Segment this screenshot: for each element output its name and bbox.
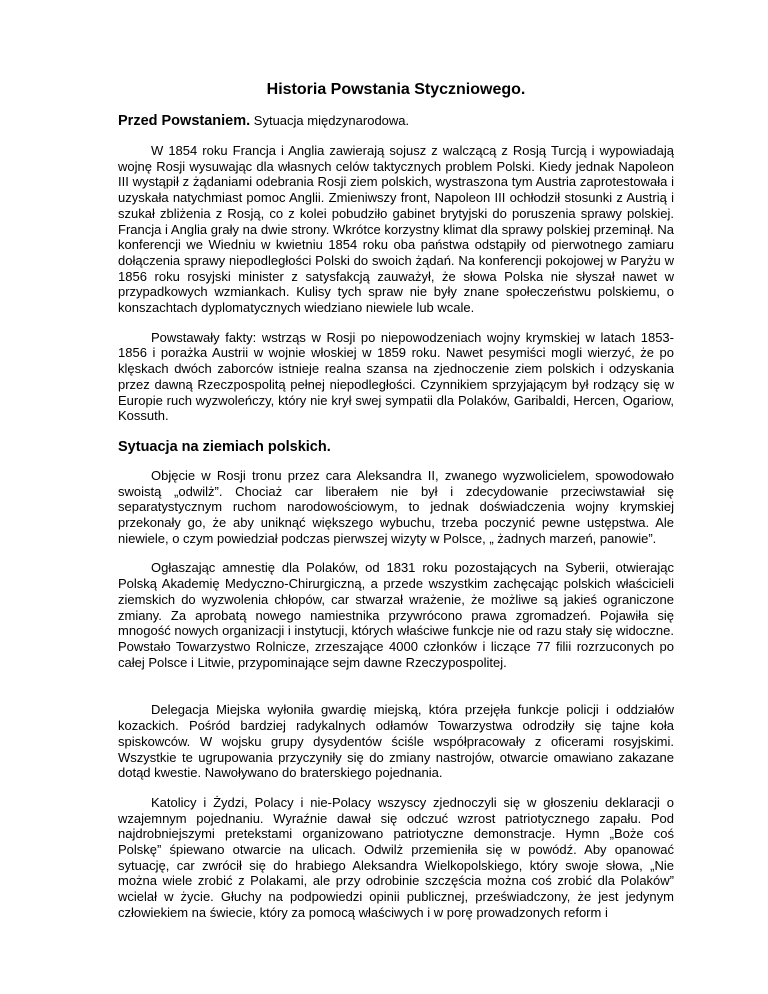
paragraph: W 1854 roku Francja i Anglia zawierają sojusz z walczącą z Rosją Turcją i wypowiadają wojnę Rosji wysuwając dla własnych celów taktycznych problem Polski. Kiedy jednak Napoleon III wystąpił z żądaniami odebrania Rosji ziem polskich, wystraszona tym Austria zaprotestowała i uzyskała natychmiast pomoc Anglii. Zmieniwszy front, Napoleon III ochłodził stosunki z Austrią i szukał zbliżenia z Rosją, co z kolei pobudziło gabinet brytyjski do poruszenia sprawy polskiej. Francja i Anglia grały na dwie strony. Wkrótce korzystny klimat dla sprawy polskiej przeminął. Na konferencji we Wiedniu w kwietniu 1854 roku oba państwa odstąpiły od pierwotnego zamiaru dołączenia sprawy niepodległości Polski do swoich żądań. Na konferencji pokojowej w Paryżu w 1856 roku rosyjski minister z satysfakcją zauważył, że słowa Polska nie słyszał nawet w przypadkowych wzmiankach. Kulisy tych spraw nie były znane społeczeństwu polskiemu, o konszachtach dyplomatycznych wiedziano niewiele lub wcale. — [118, 143, 674, 316]
document-page — [118, 80, 674, 935]
section-heading: Przed Powstaniem. — [118, 113, 251, 129]
paragraph: Katolicy i Żydzi, Polacy i nie-Polacy wszyscy zjednoczyli się w głoszeniu deklaracji o wzajemnym pojednaniu. Wyraźnie dawał się odczuć wzrost patriotycznego zapału. Pod najdrobniejszymi pretekstami organizowano patriotyczne demonstracje. Hymn „Boże coś Polskę” śpiewano otwarcie na ulicach. Odwilż przemieniła się w powódź. Aby opanować sytuację, car zwrócił się do hrabiego Aleksandra Wielkopolskiego, który swoje słowa, „Nie można wiele zrobić z Polakami, ale przy odrobinie szczęścia można coś zrobić dla Polaków” wcielał w życie. Głuchy na podpowiedzi opinii publicznej, przeświadczony, że jest jedynym człowiekiem na świecie, który za pomocą właściwych i w porę prowadzonych reform i — [118, 794, 674, 920]
section-heading-line — [118, 113, 674, 129]
paragraph: Objęcie w Rosji tronu przez cara Aleksandra II, zwanego wyzwolicielem, spowodowało swoistą „odwilż”. Chociaż car liberałem nie był i zdecydowanie przeciwstawiał się separatystycznym ruchom narodowościowym, to jednak doświadczenia wojny krymskiej przekonały go, że aby uniknąć większego wybuchu, trzeba poczynić pewne ustępstwa. Ale niewiele, o czym powiedział podczas pierwszej wizyty w Polsce, „ żadnych marzeń, panowie”. — [118, 467, 674, 546]
section-subheading: Sytuacja międzynarodowa. — [253, 113, 410, 128]
paragraph: Delegacja Miejska wyłoniła gwardię miejską, która przejęła funkcje policji i oddziałów kozackich. Pośród bardziej radykalnych odłamów Towarzystwa odrodziły się tajne koła spiskowców. W wojsku grupy dysydentów ściśle współpracowały z oficerami rosyjskimi. Wszystkie te ugrupowania przyczyniły się do zmiany nastrojów, otwarcie omawiano zakazane dotąd kwestie. Nawoływano do braterskiego pojednania. — [118, 702, 674, 781]
section-heading-2: Sytuacja na ziemiach polskich. — [118, 438, 331, 455]
document-title: Historia Powstania Styczniowego. — [266, 81, 526, 98]
paragraph: Ogłaszając amnestię dla Polaków, od 1831 roku pozostających na Syberii, otwierając Polską Akademię Medyczno-Chirurgiczną, a przede wszystkim zachęcając polskich właścicieli ziemskich do wyzwolenia chłopów, car stwarzał wrażenie, że możliwe są jakieś ograniczone zmiany. Za aprobatą nowego namiestnika przywrócono prawa zgromadzeń. Pojawiła się mnogość nowych organizacji i instytucji, których właściwe funkcje nie od razu stały się widoczne. Powstało Towarzystwo Rolnicze, zrzeszające 4000 członków i liczące 77 filii rozrzuconych po całej Polsce i Litwie, przypominające sejm dawne Rzeczypospolitej. — [118, 560, 674, 670]
paragraph: Powstawały fakty: wstrząs w Rosji po niepowodzeniach wojny krymskiej w latach 1853-1856 i porażka Austrii w wojnie włoskiej w 1859 roku. Nawet pesymiści mogli wierzyć, że po klęskach dwóch zaborców istnieje realna szansa na zjednoczenie ziem polskich i odzyskania przez dawną Rzeczpospolitą pełnej niepodległości. Czynnikiem sprzyjającym był rodzący się w Europie ruch wyzwoleńczy, który nie krył swej sympatii dla Polaków, Garibaldi, Hercen, Ogariow, Kossuth. — [118, 329, 674, 424]
